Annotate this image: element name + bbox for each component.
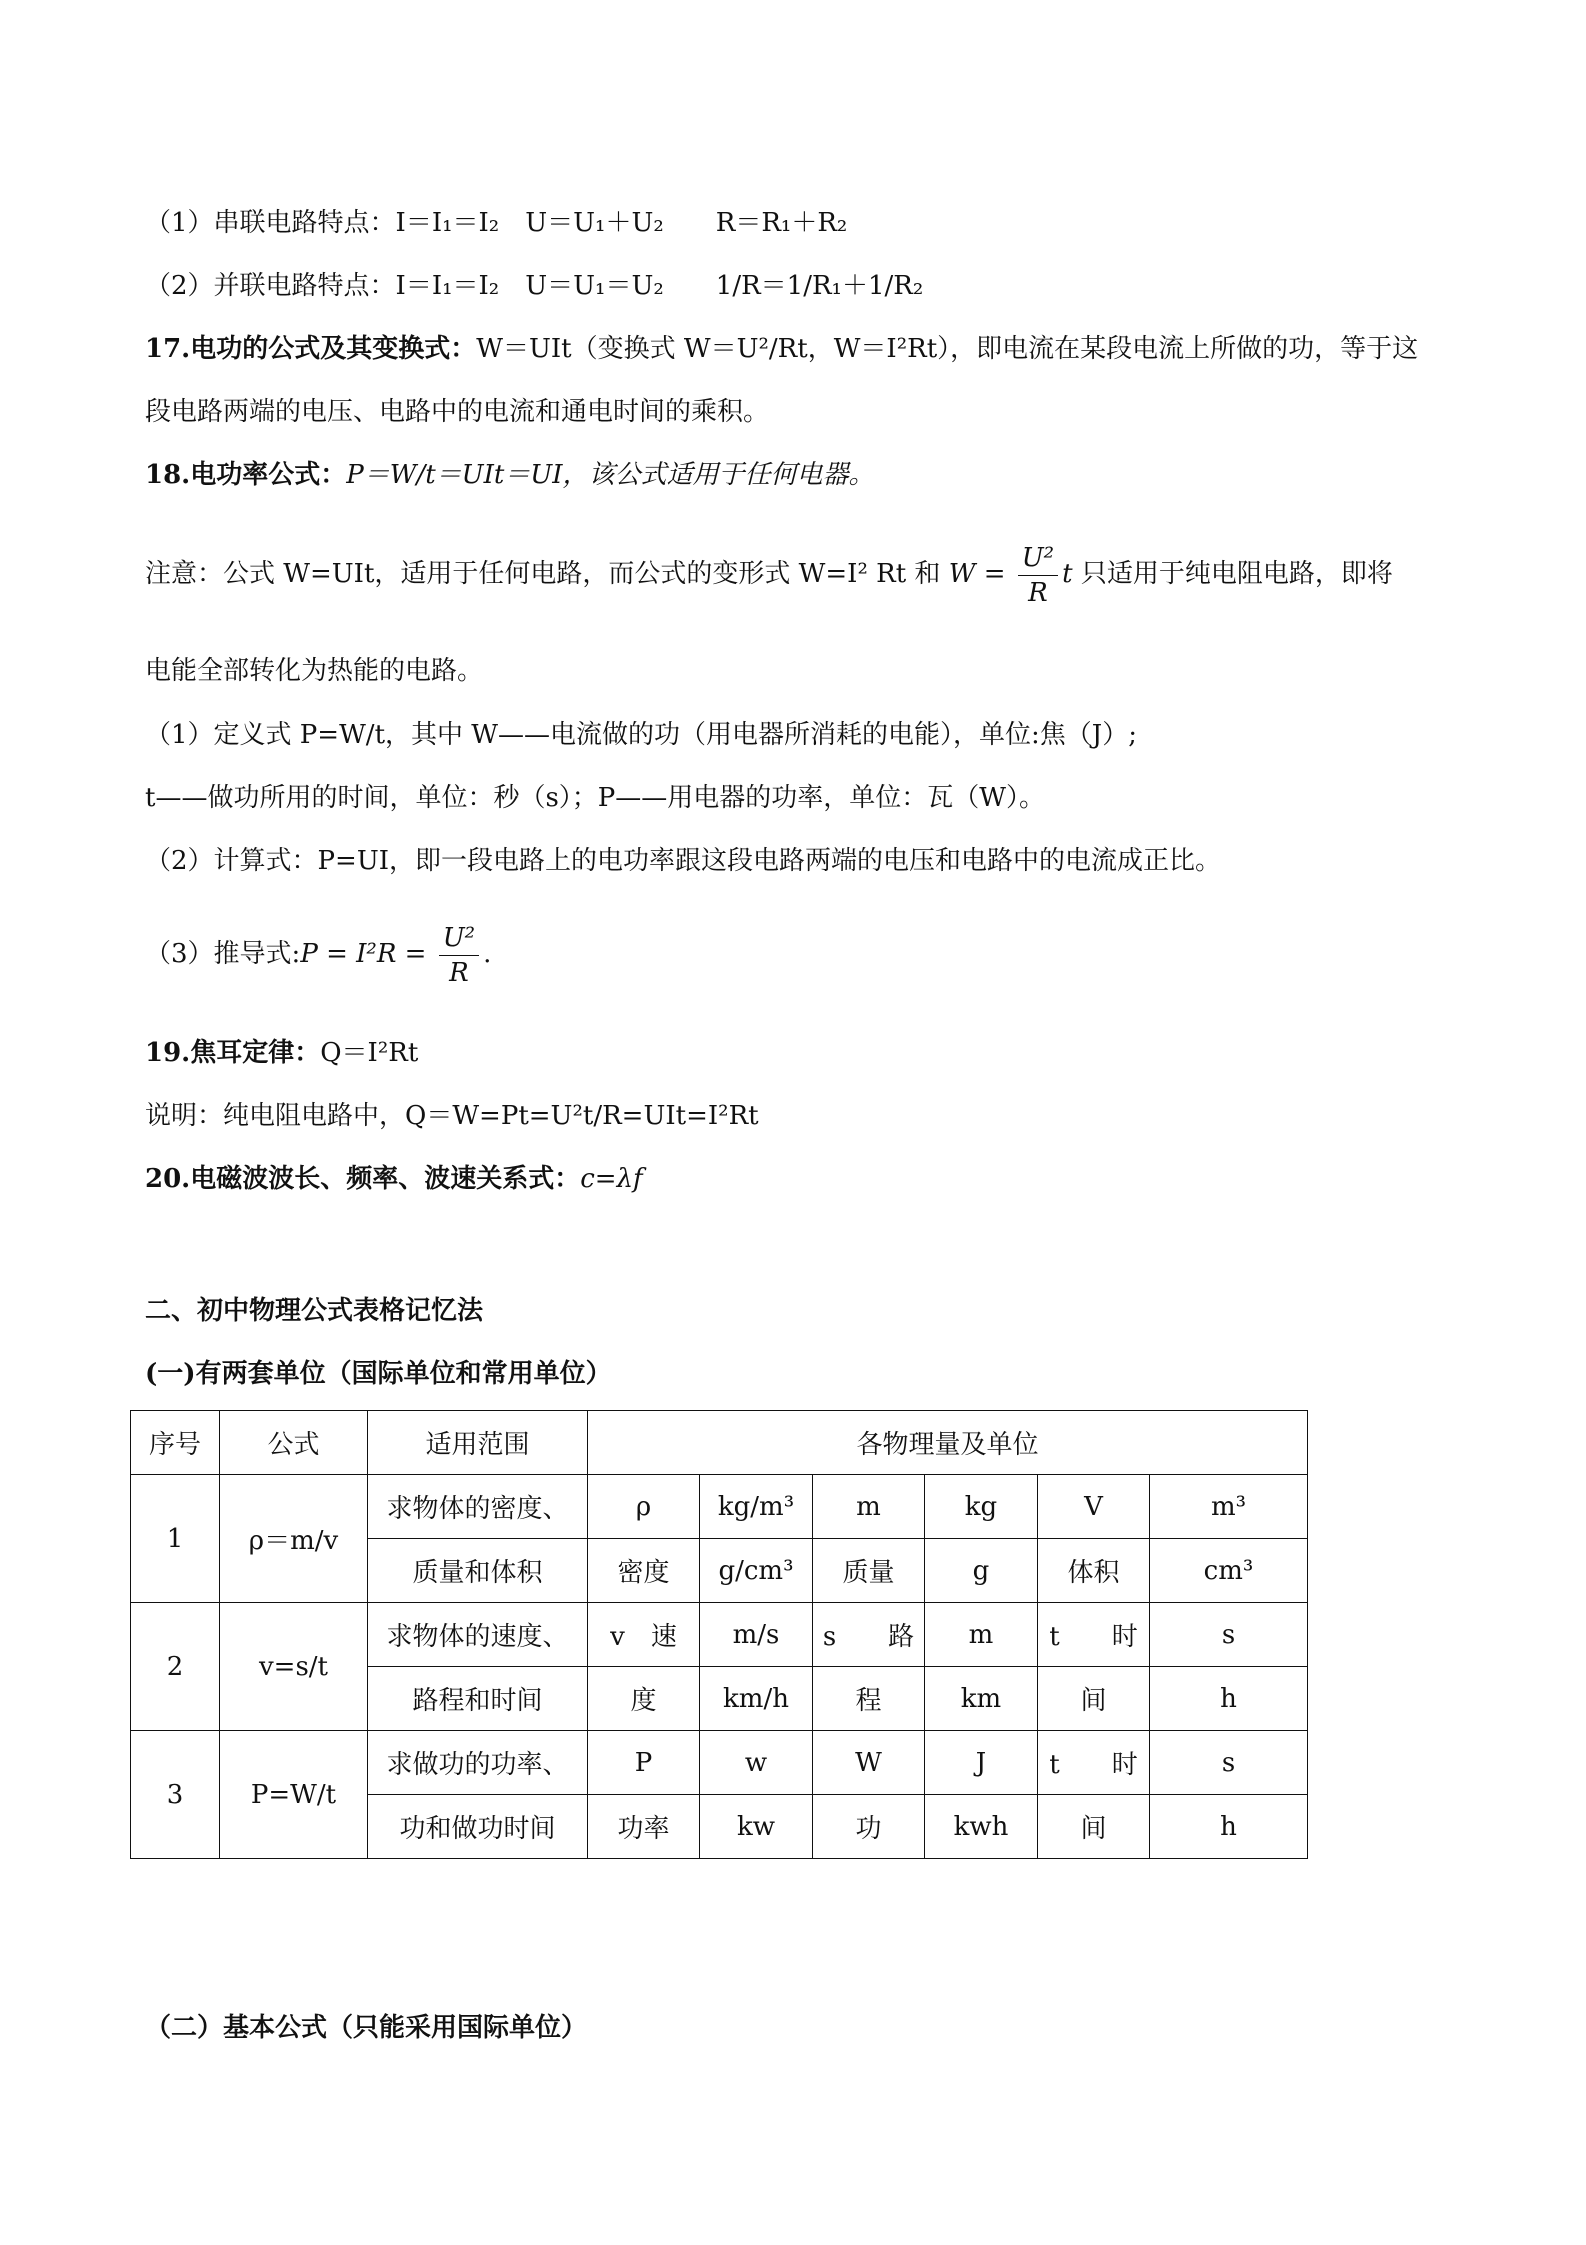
quantity-symbol: m	[813, 1475, 925, 1539]
series-circuit-line: （1）串联电路特点：I＝I₁＝I₂ U＝U₁＋U₂ R＝R₁＋R₂	[145, 208, 848, 238]
unit-common: kwh	[925, 1795, 1038, 1859]
section-17-heading: 17.电功的公式及其变换式：	[145, 334, 477, 364]
header-formula: 公式	[220, 1411, 368, 1475]
joule-law-note: 说明：纯电阻电路中，Q＝W=Pt=U²t/R=UIt=I²Rt	[145, 1101, 759, 1131]
quantity-symbol: W	[813, 1731, 925, 1795]
row-scope: 求物体的密度、	[368, 1475, 588, 1539]
derived-p-equals: P = I²R =	[300, 939, 427, 969]
quantity-name: 功	[813, 1795, 925, 1859]
row-formula: v=s/t	[220, 1603, 368, 1731]
unit-common: kw	[700, 1795, 813, 1859]
section-18-heading: 18.电功率公式：	[145, 460, 347, 490]
note-line	[145, 538, 1456, 610]
table-row	[131, 1731, 1308, 1795]
unit-si: m³	[1150, 1475, 1308, 1539]
unit-common: km	[925, 1667, 1038, 1731]
unit-common: cm³	[1150, 1539, 1308, 1603]
quantity-symbol: v 速	[588, 1603, 700, 1667]
row-scope: 功和做功时间	[368, 1795, 588, 1859]
unit-si: J	[925, 1731, 1038, 1795]
electric-work-formula	[145, 329, 1456, 369]
unit-common: h	[1150, 1667, 1308, 1731]
quantity-symbol: t 时	[1038, 1731, 1150, 1795]
header-scope: 适用范围	[368, 1411, 588, 1475]
note-text-b: 只适用于纯电阻电路，即将	[1080, 559, 1393, 589]
quantity-symbol: s 路	[813, 1603, 925, 1667]
quantity-name: 程	[813, 1667, 925, 1731]
note-continuation: 电能全部转化为热能的电路。	[145, 656, 484, 686]
electric-work-explanation: 段电路两端的电压、电路中的电流和通电时间的乘积。	[145, 397, 770, 427]
row-scope: 求做功的功率、	[368, 1731, 588, 1795]
table-row	[131, 1603, 1308, 1667]
row-no: 3	[131, 1731, 220, 1859]
row-scope: 路程和时间	[368, 1667, 588, 1731]
quantity-name: 密度	[588, 1539, 700, 1603]
quantity-symbol: V	[1038, 1475, 1150, 1539]
section-19-text: Q＝I²Rt	[320, 1038, 419, 1068]
note-fraction	[1018, 541, 1058, 610]
section-19-heading: 19.焦耳定律：	[145, 1038, 321, 1068]
row-scope: 质量和体积	[368, 1539, 588, 1603]
unit-common: h	[1150, 1795, 1308, 1859]
row-scope: 求物体的速度、	[368, 1603, 588, 1667]
quantity-symbol: P	[588, 1731, 700, 1795]
row-formula: ρ＝m/v	[220, 1475, 368, 1603]
derived-fraction-denominator: R	[449, 957, 469, 988]
unit-si: s	[1150, 1603, 1308, 1667]
unit-si: s	[1150, 1731, 1308, 1795]
unit-si: w	[700, 1731, 813, 1795]
note-fraction-numerator: U²	[1018, 541, 1058, 576]
note-text-a: 注意：公式 W=UIt，适用于任何电路，而公式的变形式 W=I² Rt 和	[145, 559, 941, 589]
table-row	[131, 1475, 1308, 1539]
section-18-text: P＝W/t＝UIt＝UI，该公式适用于任何电器。	[346, 460, 875, 490]
quantity-name: 间	[1038, 1795, 1150, 1859]
unit-common: g/cm³	[700, 1539, 813, 1603]
derived-fraction	[439, 921, 479, 990]
section-2-subtitle: (一)有两套单位（国际单位和常用单位）	[145, 1359, 612, 1389]
quantity-name: 间	[1038, 1667, 1150, 1731]
unit-common: g	[925, 1539, 1038, 1603]
note-w-equals: W =	[948, 559, 1006, 589]
unit-si: m	[925, 1603, 1038, 1667]
unit-si: m/s	[700, 1603, 813, 1667]
unit-si: kg	[925, 1475, 1038, 1539]
section-20-text: c=λf	[580, 1164, 643, 1194]
header-quantities: 各物理量及单位	[588, 1411, 1308, 1475]
table-header-row	[131, 1411, 1308, 1475]
note-t: t	[1062, 559, 1073, 589]
note-fraction-denominator: R	[1028, 577, 1048, 608]
section-2b-title: （二）基本公式（只能采用国际单位）	[145, 2013, 588, 2043]
header-no: 序号	[131, 1411, 220, 1475]
parallel-circuit-line: （2）并联电路特点：I＝I₁＝I₂ U＝U₁＝U₂ 1/R＝1/R₁＋1/R₂	[145, 271, 924, 301]
unit-common: km/h	[700, 1667, 813, 1731]
quantity-symbol: t 时	[1038, 1603, 1150, 1667]
joule-law-line	[145, 1033, 1456, 1073]
time-power-units-line: t——做功所用的时间，单位：秒（s）；P——用电器的功率，单位：瓦（W）。	[145, 783, 1046, 813]
section-17-text: W＝UIt（变换式 W＝U²/Rt，W＝I²Rt），即电流在某段电流上所做的功，等于这	[476, 334, 1419, 364]
row-no: 2	[131, 1603, 220, 1731]
quantity-name: 功率	[588, 1795, 700, 1859]
derived-formula-line	[145, 918, 1456, 990]
unit-si: kg/m³	[700, 1475, 813, 1539]
derived-fraction-numerator: U²	[439, 921, 479, 956]
derived-label: （3）推导式:	[145, 939, 301, 969]
quantity-name: 质量	[813, 1539, 925, 1603]
section-20-heading: 20.电磁波波长、频率、波速关系式：	[145, 1164, 581, 1194]
electric-power-formula	[145, 455, 1456, 495]
units-table	[130, 1410, 1308, 1859]
section-2-title: 二、初中物理公式表格记忆法	[145, 1296, 484, 1326]
row-no: 1	[131, 1475, 220, 1603]
quantity-symbol: ρ	[588, 1475, 700, 1539]
row-formula: P=W/t	[220, 1731, 368, 1859]
derived-period: .	[483, 939, 492, 969]
quantity-name: 度	[588, 1667, 700, 1731]
quantity-name: 体积	[1038, 1539, 1150, 1603]
calculation-formula-line: （2）计算式：P=UI，即一段电路上的电功率跟这段电路两端的电压和电路中的电流成正比。	[145, 846, 1222, 876]
em-wave-line	[145, 1159, 1456, 1199]
definition-formula-line: （1）定义式 P=W/t，其中 W——电流做的功（用电器所消耗的电能），单位:焦（J）;	[145, 720, 1137, 750]
